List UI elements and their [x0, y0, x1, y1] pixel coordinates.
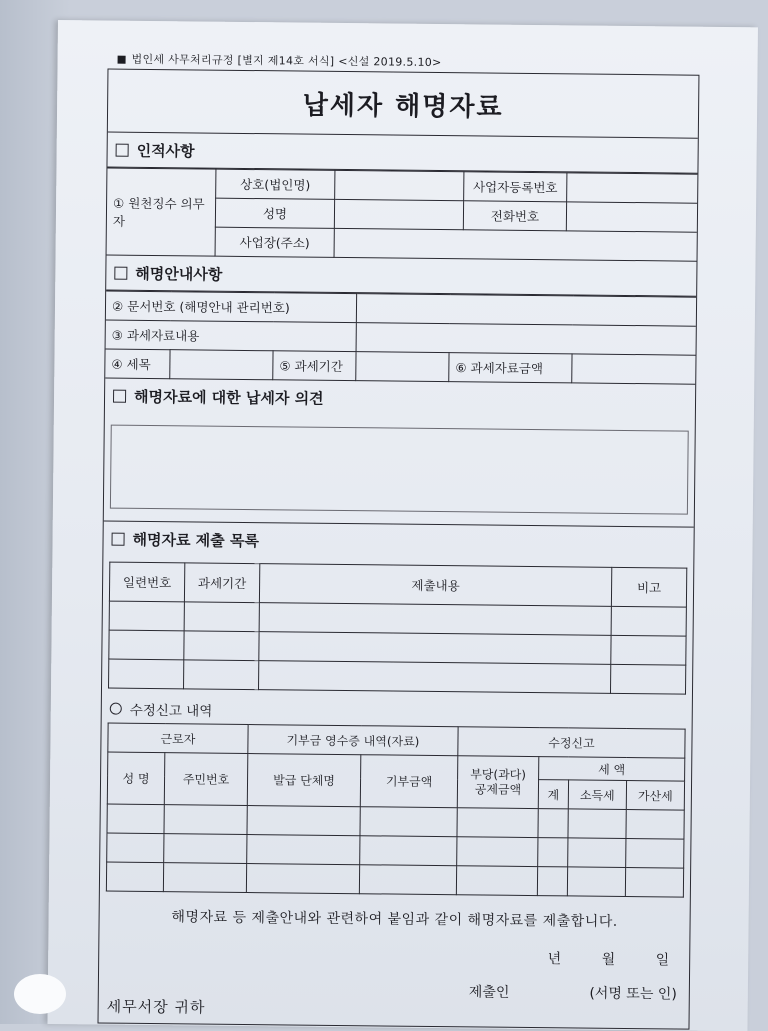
section-guide: 해명안내사항 [106, 256, 696, 297]
col-note: 비고 [611, 567, 686, 607]
resident-col: 주민번호 [164, 753, 248, 806]
section-identity: 인적사항 [107, 133, 697, 174]
table-row [106, 862, 683, 897]
submission-statement: 해명자료 등 제출안내와 관련하여 붙임과 같이 해명자료를 제출합니다. [171, 909, 618, 930]
name-field[interactable] [334, 199, 463, 229]
col-serial: 일련번호 [109, 562, 184, 602]
checkbox-square-icon [113, 389, 126, 402]
issuer-col: 발급 단체명 [247, 754, 361, 807]
doc-no-label: ② 문서번호 (해명안내 관리번호) [106, 291, 357, 323]
section-opinion: 해명자료에 대한 납세자 의견 [105, 379, 695, 419]
submitter-label: 제출인 [468, 984, 510, 1001]
redaction-blot [14, 974, 66, 1014]
circle-bullet-icon [110, 703, 122, 715]
identity-table [107, 168, 698, 262]
tax-item-field[interactable] [170, 350, 273, 380]
tax-period-label: ⑤ 과세기간 [273, 351, 356, 381]
total-col: 계 [538, 780, 568, 809]
amended-header: 수정신고 [458, 727, 685, 758]
worker-header: 근로자 [108, 723, 248, 753]
tax-item-label: ④ 세목 [105, 349, 170, 379]
form-sheet [47, 20, 757, 1031]
business-reg-field[interactable] [567, 173, 698, 203]
trade-name-label: 상호(법인명) [216, 169, 335, 199]
tax-period-field[interactable] [356, 352, 449, 382]
amendment-table [106, 723, 686, 898]
address-field[interactable] [334, 228, 697, 261]
tax-amount-label: ⑥ 과세자료금액 [449, 353, 572, 383]
withholder-label: ① 원천징수 의무자 [107, 168, 216, 256]
submission-table [108, 562, 687, 695]
form-reference: 법인세 사무처리규정 [별지 제14호 서식] <신설 2019.5.10> [118, 51, 442, 70]
col-content: 제출내용 [259, 564, 611, 607]
addressee: 세무서장 귀하 [106, 997, 206, 1017]
square-bullet-icon [118, 56, 126, 64]
checkbox-square-icon [112, 532, 125, 545]
name-label: 성명 [215, 198, 334, 228]
doc-no-field[interactable] [356, 294, 696, 327]
tax-content-label: ③ 과세자료내용 [106, 320, 357, 352]
signature-field[interactable]: (서명 또는 인) [589, 985, 677, 1003]
guide-table [105, 291, 696, 385]
improper-deduction-col: 부당(과다) 공제금액 [457, 756, 539, 809]
table-row [109, 659, 686, 694]
amendment-wrap [100, 722, 692, 897]
trade-name-field[interactable] [335, 170, 464, 200]
opinion-area [104, 413, 695, 528]
section-submission: 해명자료 제출 목록 [103, 522, 693, 562]
opinion-textbox[interactable] [110, 425, 689, 515]
checkbox-square-icon [116, 143, 129, 156]
tax-content-field[interactable] [356, 323, 696, 356]
submission-wrap [102, 556, 693, 695]
penalty-tax-col: 가산세 [626, 780, 684, 810]
phone-label: 전화번호 [463, 201, 566, 231]
donation-amount-col: 기부금액 [360, 755, 458, 808]
checkbox-square-icon [114, 266, 127, 279]
address-label: 사업장(주소) [215, 227, 334, 257]
title-row [108, 70, 699, 139]
tax-amount-header: 세 액 [539, 757, 685, 782]
tax-amount-field[interactable] [572, 354, 696, 384]
date-line[interactable]: 년 월 일 [547, 951, 670, 969]
name-col: 성 명 [107, 752, 165, 805]
col-period: 과세기간 [184, 563, 259, 603]
donation-header: 기부금 영수증 내역(자료) [248, 725, 458, 756]
business-reg-label: 사업자등록번호 [464, 172, 567, 202]
income-tax-col: 소득세 [568, 780, 626, 810]
phone-field[interactable] [566, 202, 697, 232]
form-title: 납세자 해명자료 [302, 90, 504, 123]
form-frame [97, 69, 699, 1030]
section-amendment: 수정신고 내역 [102, 694, 692, 728]
